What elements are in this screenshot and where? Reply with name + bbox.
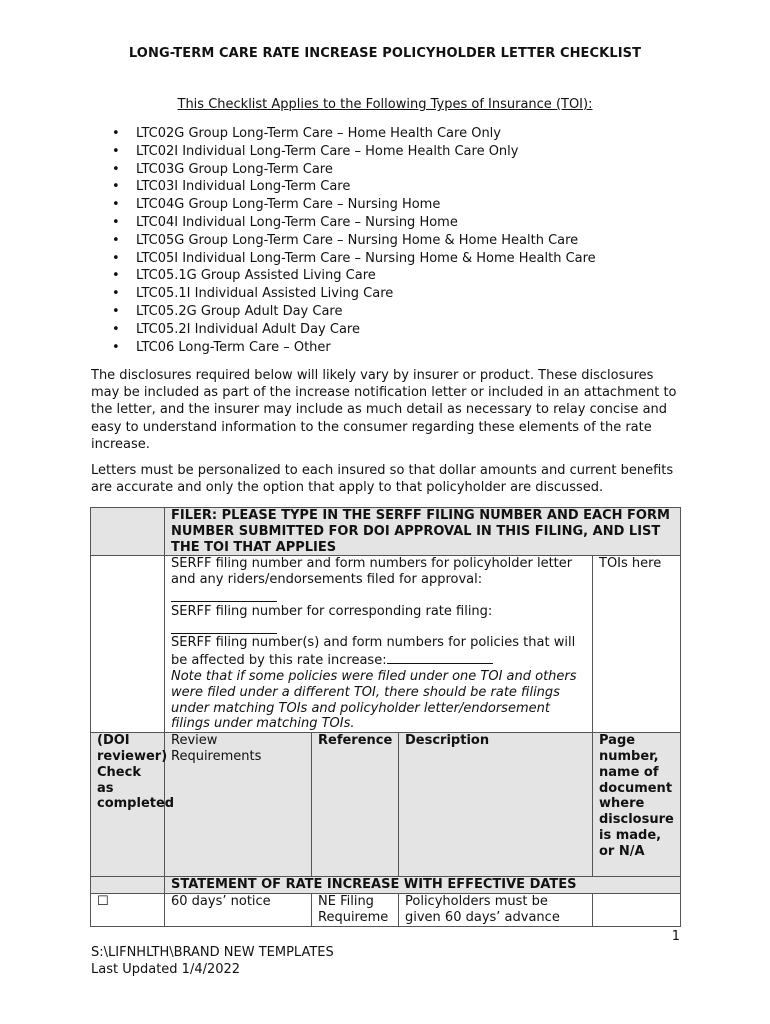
bullet-icon: • <box>112 339 120 355</box>
bullet-icon: • <box>112 303 120 319</box>
serff-line-rate-filing: SERFF filing number for corresponding rate filing: <box>171 603 493 619</box>
list-item: • LTC05.2I Individual Adult Day Care <box>112 321 360 337</box>
bullet-icon: • <box>112 179 120 195</box>
table-cell-empty <box>91 877 165 894</box>
column-header-description: Description <box>399 733 593 877</box>
checklist-table <box>90 507 681 927</box>
toi-subtitle: This Checklist Applies to the Following Types of Insurance (TOI): <box>177 97 593 112</box>
bullet-icon: • <box>112 197 120 213</box>
page-number: 1 <box>671 929 680 944</box>
tois-here-cell: TOIs here <box>593 556 681 733</box>
fill-in-blank <box>171 588 586 604</box>
bullet-icon: • <box>112 321 120 337</box>
checkbox[interactable]: ☐ <box>97 893 109 909</box>
footer-path: S:\LIFNHLTH\BRAND NEW TEMPLATES <box>91 945 334 960</box>
document-title: LONG-TERM CARE RATE INCREASE POLICYHOLDER LETTER CHECKLIST <box>128 46 642 61</box>
list-item: • LTC05G Group Long-Term Care – Nursing Home & Home Health Care <box>112 232 579 248</box>
bullet-icon: • <box>112 268 120 284</box>
section-header: STATEMENT OF RATE INCREASE WITH EFFECTIVE DATES <box>165 877 681 894</box>
fill-in-blank <box>171 620 586 636</box>
bullet-icon: • <box>112 161 120 177</box>
toi-list <box>112 125 596 356</box>
column-header-reference: Reference <box>312 733 399 877</box>
column-header-doi: (DOI reviewer) Check as completed <box>91 733 165 877</box>
footer-updated: Last Updated 1/4/2022 <box>91 962 241 977</box>
bullet-icon: • <box>112 286 120 302</box>
bullet-icon: • <box>112 143 120 159</box>
bullet-icon: • <box>112 214 120 230</box>
list-item: • LTC05I Individual Long-Term Care – Nursing Home & Home Health Care <box>112 250 596 266</box>
review-cell: 60 days’ notice <box>165 893 312 926</box>
list-item: • LTC05.1G Group Assisted Living Care <box>112 268 376 284</box>
disclosure-paragraph: The disclosures required below will likely vary by insurer or product. These disclosures may be included as part of the increase notification letter or included in an attachment to the letter, and the insurer may include as much detail as necessary to relay concise and easy to understand information to the consumer regarding these elements of the rate increase. <box>91 368 677 452</box>
fill-in-blank <box>387 651 493 664</box>
serff-line-affected-policies: SERFF filing number(s) and form numbers for policies that will be affected by this rate increase: <box>171 635 576 669</box>
list-item: • LTC04G Group Long-Term Care – Nursing Home <box>112 197 441 213</box>
list-item: • LTC05.1I Individual Assisted Living Care <box>112 286 394 302</box>
bullet-icon: • <box>112 250 120 266</box>
description-cell: Policyholders must be given 60 days’ advance <box>399 893 593 926</box>
filer-header: FILER: PLEASE TYPE IN THE SERFF FILING NUMBER AND EACH FORM NUMBER SUBMITTED FOR DOI APPROVAL IN THIS FILING, AND LIST THE TOI THAT APPLIES <box>165 508 681 556</box>
serff-line-policyholder: SERFF filing number and form numbers for policyholder letter and any riders/endorsements filed for approval: <box>171 556 573 588</box>
list-item: • LTC04I Individual Long-Term Care – Nursing Home <box>112 214 458 230</box>
table-cell-empty <box>91 508 165 556</box>
table-row <box>91 893 681 926</box>
bullet-icon: • <box>112 126 120 141</box>
list-item: • LTC02G Group Long-Term Care – Home Health Care Only <box>112 126 501 141</box>
column-header-page: Page number, name of document where disclosure is made, or N/A <box>593 733 681 877</box>
footer <box>91 944 334 978</box>
list-item: • LTC03G Group Long-Term Care <box>112 161 333 177</box>
column-header-review: Review Requirements <box>165 733 312 877</box>
bullet-icon: • <box>112 232 120 248</box>
list-item: • LTC02I Individual Long-Term Care – Home Health Care Only <box>112 143 519 159</box>
serff-info-cell <box>165 556 593 733</box>
personalization-paragraph: Letters must be personalized to each insured so that dollar amounts and current benefits are accurate and only the option that apply to that policyholder are discussed. <box>91 463 674 496</box>
page-cell <box>593 893 681 926</box>
list-item: • LTC03I Individual Long-Term Care <box>112 179 351 195</box>
list-item: • LTC05.2G Group Adult Day Care <box>112 303 343 319</box>
check-cell <box>91 893 165 926</box>
list-item: • LTC06 Long-Term Care – Other <box>112 339 331 355</box>
table-cell-empty <box>91 556 165 733</box>
serff-note: Note that if some policies were filed under one TOI and others were filed under a different TOI, there should be rate filings under matching TOIs and policyholder letter/endorsement filings under matching TOIs. <box>171 668 577 732</box>
reference-cell: NE Filing Requireme <box>312 893 399 926</box>
